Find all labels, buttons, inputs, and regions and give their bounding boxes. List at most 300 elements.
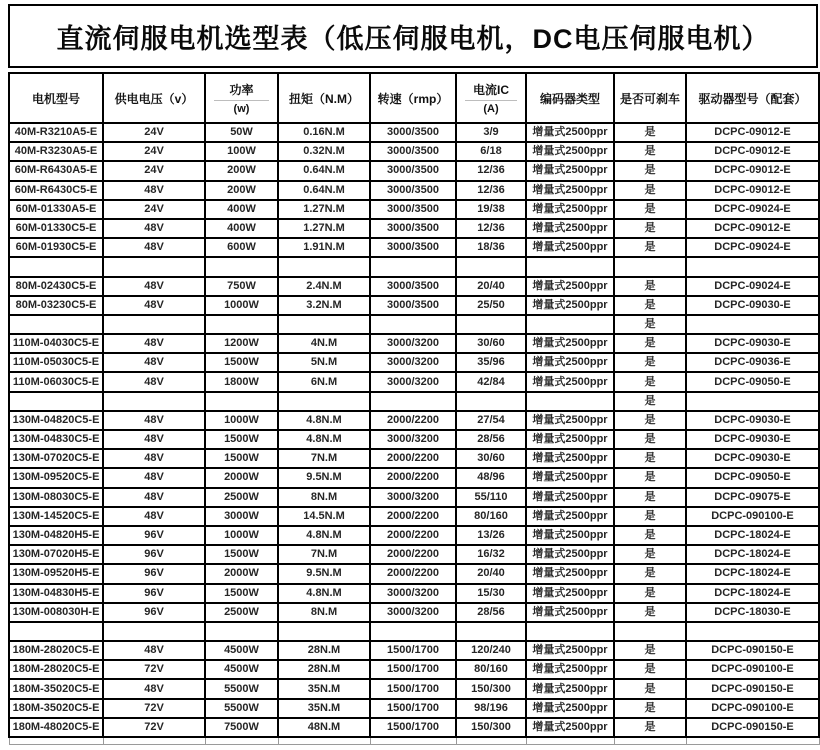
table-row	[9, 200, 819, 219]
cell-power: 2500W	[205, 603, 278, 622]
cell-voltage: 48V	[103, 430, 205, 449]
column-header-torque	[278, 73, 370, 123]
table-row	[9, 142, 819, 161]
table-row	[9, 718, 819, 737]
cell-encoder: 增量式2500ppr	[526, 699, 614, 718]
cell-driver: DCPC-09012-E	[686, 142, 819, 161]
header-row	[9, 73, 819, 123]
cell-encoder: 增量式2500ppr	[526, 449, 614, 468]
cell-current: 13/26	[456, 526, 526, 545]
column-header-current	[456, 73, 526, 123]
cell-current: 25/50	[456, 296, 526, 315]
cell-voltage	[103, 737, 205, 745]
cell-speed: 2000/2200	[370, 449, 456, 468]
cell-model: 110M-06030C5-E	[9, 372, 103, 391]
cell-torque: 35N.M	[278, 699, 370, 718]
cell-driver: DCPC-090100-E	[686, 699, 819, 718]
cell-encoder	[526, 315, 614, 334]
header-sublabel: (w)	[214, 100, 269, 115]
page-title: 直流伺服电机选型表（低压伺服电机，DC电压伺服电机）	[56, 23, 770, 54]
cell-encoder: 增量式2500ppr	[526, 545, 614, 564]
cell-brake: 是	[614, 488, 686, 507]
cell-brake	[614, 737, 686, 745]
cell-driver: DCPC-09030-E	[686, 296, 819, 315]
cell-power: 1500W	[205, 430, 278, 449]
cell-model	[9, 392, 103, 411]
cell-encoder: 增量式2500ppr	[526, 238, 614, 257]
cell-speed: 3000/3500	[370, 161, 456, 180]
cell-encoder: 增量式2500ppr	[526, 200, 614, 219]
cell-encoder: 增量式2500ppr	[526, 123, 614, 142]
cell-power: 1500W	[205, 584, 278, 603]
cell-voltage: 48V	[103, 296, 205, 315]
cell-current	[456, 315, 526, 334]
cell-voltage: 24V	[103, 123, 205, 142]
table-row	[9, 526, 819, 545]
cell-brake: 是	[614, 123, 686, 142]
cell-power: 3000W	[205, 507, 278, 526]
cell-encoder: 增量式2500ppr	[526, 161, 614, 180]
cell-driver: DCPC-09012-E	[686, 123, 819, 142]
cell-torque: 2.4N.M	[278, 277, 370, 296]
cell-model: 40M-R3230A5-E	[9, 142, 103, 161]
cell-current: 35/96	[456, 353, 526, 372]
cell-current: 98/196	[456, 699, 526, 718]
cell-encoder: 增量式2500ppr	[526, 142, 614, 161]
cell-brake: 是	[614, 219, 686, 238]
table-row	[9, 392, 819, 411]
cell-speed: 3000/3200	[370, 353, 456, 372]
cell-driver	[686, 737, 819, 745]
cell-encoder: 增量式2500ppr	[526, 641, 614, 660]
cell-torque: 35N.M	[278, 679, 370, 698]
cell-voltage: 72V	[103, 699, 205, 718]
cell-model: 180M-28020C5-E	[9, 641, 103, 660]
table-row	[9, 277, 819, 296]
cell-speed: 1500/1700	[370, 699, 456, 718]
cell-brake: 是	[614, 315, 686, 334]
cell-power: 400W	[205, 200, 278, 219]
cell-model: 180M-48020C5-E	[9, 718, 103, 737]
cell-driver: DCPC-090150-E	[686, 679, 819, 698]
cell-current: 28/56	[456, 430, 526, 449]
cell-current: 27/54	[456, 411, 526, 430]
cell-model: 130M-09520H5-E	[9, 564, 103, 583]
motor-selection-table	[8, 72, 820, 745]
cell-speed	[370, 392, 456, 411]
cell-current: 28/56	[456, 603, 526, 622]
table-row	[9, 123, 819, 142]
cell-speed: 2000/2200	[370, 545, 456, 564]
cell-speed: 1500/1700	[370, 679, 456, 698]
cell-torque: 0.64N.M	[278, 181, 370, 200]
cell-speed	[370, 315, 456, 334]
cell-speed: 2000/2200	[370, 564, 456, 583]
cell-driver: DCPC-18030-E	[686, 603, 819, 622]
cell-current: 42/84	[456, 372, 526, 391]
cell-voltage: 48V	[103, 488, 205, 507]
cell-brake: 是	[614, 468, 686, 487]
cell-voltage: 48V	[103, 641, 205, 660]
cell-torque: 8N.M	[278, 488, 370, 507]
cell-brake	[614, 257, 686, 276]
cell-model: 60M-01930C5-E	[9, 238, 103, 257]
cell-brake: 是	[614, 679, 686, 698]
cell-current	[456, 622, 526, 641]
cell-encoder	[526, 737, 614, 745]
cell-voltage: 48V	[103, 238, 205, 257]
cell-power	[205, 392, 278, 411]
table-row	[9, 603, 819, 622]
cell-encoder: 增量式2500ppr	[526, 334, 614, 353]
cell-encoder: 增量式2500ppr	[526, 411, 614, 430]
cell-power	[205, 315, 278, 334]
cell-speed: 3000/3500	[370, 277, 456, 296]
cell-driver: DCPC-09012-E	[686, 161, 819, 180]
cell-speed: 3000/3200	[370, 334, 456, 353]
cell-encoder: 增量式2500ppr	[526, 488, 614, 507]
header-label: 供电电压（v）	[114, 91, 194, 106]
cell-torque: 48N.M	[278, 718, 370, 737]
cell-torque: 4.8N.M	[278, 411, 370, 430]
cell-driver	[686, 392, 819, 411]
cell-speed: 3000/3200	[370, 430, 456, 449]
cell-encoder: 增量式2500ppr	[526, 679, 614, 698]
cell-power: 1000W	[205, 411, 278, 430]
cell-power: 1000W	[205, 526, 278, 545]
cell-driver: DCPC-09036-E	[686, 353, 819, 372]
cell-torque: 7N.M	[278, 449, 370, 468]
cell-torque	[278, 315, 370, 334]
cell-power	[205, 622, 278, 641]
cell-encoder: 增量式2500ppr	[526, 296, 614, 315]
cell-speed: 2000/2200	[370, 468, 456, 487]
cell-driver: DCPC-09030-E	[686, 334, 819, 353]
column-header-power	[205, 73, 278, 123]
cell-power: 5500W	[205, 699, 278, 718]
cell-driver: DCPC-09024-E	[686, 238, 819, 257]
cell-speed: 2000/2200	[370, 507, 456, 526]
cell-speed	[370, 737, 456, 745]
cell-model: 130M-04820C5-E	[9, 411, 103, 430]
cell-voltage: 48V	[103, 468, 205, 487]
cell-torque: 0.64N.M	[278, 161, 370, 180]
cell-brake: 是	[614, 603, 686, 622]
cell-torque: 6N.M	[278, 372, 370, 391]
cell-brake: 是	[614, 238, 686, 257]
cell-power: 200W	[205, 161, 278, 180]
cell-speed: 1500/1700	[370, 660, 456, 679]
cell-speed: 2000/2200	[370, 411, 456, 430]
cell-driver: DCPC-09075-E	[686, 488, 819, 507]
cell-power: 400W	[205, 219, 278, 238]
cell-driver: DCPC-09050-E	[686, 372, 819, 391]
table-row	[9, 641, 819, 660]
header-label: 转速（rmp）	[377, 91, 449, 106]
cell-speed: 3000/3500	[370, 142, 456, 161]
cell-encoder: 增量式2500ppr	[526, 564, 614, 583]
cell-brake: 是	[614, 545, 686, 564]
table-row	[9, 353, 819, 372]
cell-voltage: 96V	[103, 545, 205, 564]
cell-voltage	[103, 315, 205, 334]
cell-encoder: 增量式2500ppr	[526, 277, 614, 296]
cell-voltage	[103, 392, 205, 411]
cell-current: 20/40	[456, 564, 526, 583]
cell-power: 1500W	[205, 353, 278, 372]
cell-current	[456, 257, 526, 276]
cell-speed: 3000/3500	[370, 219, 456, 238]
cell-speed	[370, 257, 456, 276]
title-box	[8, 4, 818, 68]
cell-brake: 是	[614, 181, 686, 200]
column-header-model	[9, 73, 103, 123]
cell-speed: 3000/3200	[370, 488, 456, 507]
cell-model: 40M-R3210A5-E	[9, 123, 103, 142]
cell-brake: 是	[614, 641, 686, 660]
table-row	[9, 181, 819, 200]
cell-driver: DCPC-09030-E	[686, 449, 819, 468]
table-row	[9, 545, 819, 564]
cell-speed: 1500/1700	[370, 641, 456, 660]
cell-current: 18/36	[456, 238, 526, 257]
table-row	[9, 507, 819, 526]
cell-driver: DCPC-09030-E	[686, 411, 819, 430]
cell-brake: 是	[614, 718, 686, 737]
cell-voltage: 48V	[103, 277, 205, 296]
cell-model: 180M-28020C5-E	[9, 660, 103, 679]
cell-model: 60M-01330A5-E	[9, 200, 103, 219]
cell-power: 1500W	[205, 545, 278, 564]
cell-driver: DCPC-18024-E	[686, 526, 819, 545]
cell-speed: 3000/3200	[370, 603, 456, 622]
cell-model: 130M-09520C5-E	[9, 468, 103, 487]
cell-current: 12/36	[456, 161, 526, 180]
column-header-speed	[370, 73, 456, 123]
cell-model	[9, 737, 103, 745]
header-label: 是否可刹车	[619, 91, 680, 106]
cell-voltage	[103, 257, 205, 276]
cell-torque: 0.32N.M	[278, 142, 370, 161]
cell-model: 130M-14520C5-E	[9, 507, 103, 526]
cell-voltage: 72V	[103, 718, 205, 737]
cell-current: 55/110	[456, 488, 526, 507]
cell-voltage: 96V	[103, 603, 205, 622]
cell-driver: DCPC-090100-E	[686, 507, 819, 526]
cell-driver: DCPC-09024-E	[686, 277, 819, 296]
cell-speed: 3000/3500	[370, 123, 456, 142]
cell-torque: 9.5N.M	[278, 468, 370, 487]
cell-brake: 是	[614, 161, 686, 180]
cell-brake: 是	[614, 392, 686, 411]
cell-model	[9, 315, 103, 334]
cell-torque: 4.8N.M	[278, 584, 370, 603]
cell-encoder: 增量式2500ppr	[526, 526, 614, 545]
cell-brake: 是	[614, 564, 686, 583]
cell-speed: 3000/3200	[370, 584, 456, 603]
table-row	[9, 161, 819, 180]
column-header-driver	[686, 73, 819, 123]
cell-voltage: 48V	[103, 372, 205, 391]
column-header-brake	[614, 73, 686, 123]
table-row	[9, 584, 819, 603]
header-label: 功率	[229, 83, 254, 97]
cell-power: 750W	[205, 277, 278, 296]
column-header-voltage	[103, 73, 205, 123]
cell-voltage	[103, 622, 205, 641]
table-row	[9, 449, 819, 468]
cell-model: 60M-R6430A5-E	[9, 161, 103, 180]
table-row	[9, 296, 819, 315]
cell-speed: 3000/3500	[370, 296, 456, 315]
cell-model: 130M-04830H5-E	[9, 584, 103, 603]
cell-model: 130M-04820H5-E	[9, 526, 103, 545]
cell-current: 16/32	[456, 545, 526, 564]
cell-torque: 9.5N.M	[278, 564, 370, 583]
table-row	[9, 411, 819, 430]
table-row	[9, 334, 819, 353]
cell-brake: 是	[614, 296, 686, 315]
table-row	[9, 564, 819, 583]
cell-driver: DCPC-09030-E	[686, 430, 819, 449]
cell-power: 4500W	[205, 641, 278, 660]
cell-power: 2000W	[205, 468, 278, 487]
cell-brake: 是	[614, 660, 686, 679]
cell-current: 20/40	[456, 277, 526, 296]
cell-torque: 5N.M	[278, 353, 370, 372]
cell-driver: DCPC-090150-E	[686, 641, 819, 660]
cell-model: 130M-04830C5-E	[9, 430, 103, 449]
cell-current	[456, 392, 526, 411]
cell-model: 60M-R6430C5-E	[9, 181, 103, 200]
cell-speed: 3000/3500	[370, 181, 456, 200]
cell-power	[205, 257, 278, 276]
cell-speed: 3000/3200	[370, 372, 456, 391]
cell-torque: 1.27N.M	[278, 219, 370, 238]
cell-encoder: 增量式2500ppr	[526, 430, 614, 449]
table-row	[9, 238, 819, 257]
cell-voltage: 48V	[103, 411, 205, 430]
cell-power: 1200W	[205, 334, 278, 353]
table-row	[9, 660, 819, 679]
cell-power: 200W	[205, 181, 278, 200]
cell-encoder: 增量式2500ppr	[526, 219, 614, 238]
cell-voltage: 96V	[103, 564, 205, 583]
table-row	[9, 679, 819, 698]
cell-power: 1000W	[205, 296, 278, 315]
cell-voltage: 24V	[103, 161, 205, 180]
header-label: 电机型号	[31, 91, 80, 106]
cell-brake: 是	[614, 699, 686, 718]
cell-current: 12/36	[456, 181, 526, 200]
cell-torque: 4.8N.M	[278, 430, 370, 449]
cell-model	[9, 622, 103, 641]
cell-power: 50W	[205, 123, 278, 142]
cell-voltage: 24V	[103, 142, 205, 161]
table-body	[9, 123, 819, 745]
cell-driver: DCPC-18024-E	[686, 564, 819, 583]
cell-speed: 1500/1700	[370, 718, 456, 737]
cell-voltage: 48V	[103, 219, 205, 238]
table-row	[9, 219, 819, 238]
cell-current: 3/9	[456, 123, 526, 142]
cell-torque: 8N.M	[278, 603, 370, 622]
cell-speed	[370, 622, 456, 641]
cell-brake: 是	[614, 507, 686, 526]
cell-brake: 是	[614, 449, 686, 468]
table-row	[9, 372, 819, 391]
cell-driver: DCPC-09012-E	[686, 181, 819, 200]
cell-brake: 是	[614, 277, 686, 296]
header-label: 编码器类型	[539, 91, 600, 106]
cell-voltage: 48V	[103, 181, 205, 200]
cell-model: 80M-02430C5-E	[9, 277, 103, 296]
cell-torque: 3.2N.M	[278, 296, 370, 315]
cell-voltage: 24V	[103, 200, 205, 219]
cell-current: 19/38	[456, 200, 526, 219]
header-label: 驱动器型号（配套）	[698, 91, 807, 106]
cell-current: 15/30	[456, 584, 526, 603]
cell-encoder: 增量式2500ppr	[526, 468, 614, 487]
cell-current: 150/300	[456, 679, 526, 698]
cell-power: 1500W	[205, 449, 278, 468]
cell-driver: DCPC-18024-E	[686, 584, 819, 603]
cell-power: 2000W	[205, 564, 278, 583]
cell-driver	[686, 257, 819, 276]
cell-model: 130M-08030C5-E	[9, 488, 103, 507]
cell-torque: 4.8N.M	[278, 526, 370, 545]
cell-brake: 是	[614, 411, 686, 430]
cell-driver: DCPC-090100-E	[686, 660, 819, 679]
cell-voltage: 72V	[103, 660, 205, 679]
cell-torque: 4N.M	[278, 334, 370, 353]
header-sublabel: (A)	[465, 100, 517, 115]
cell-driver: DCPC-09012-E	[686, 219, 819, 238]
cell-power: 100W	[205, 142, 278, 161]
cell-encoder: 增量式2500ppr	[526, 181, 614, 200]
cell-voltage: 48V	[103, 353, 205, 372]
cell-current: 150/300	[456, 718, 526, 737]
cell-power: 7500W	[205, 718, 278, 737]
cell-brake: 是	[614, 372, 686, 391]
cell-torque: 28N.M	[278, 660, 370, 679]
cell-model: 80M-03230C5-E	[9, 296, 103, 315]
cell-brake: 是	[614, 200, 686, 219]
table-row	[9, 622, 819, 641]
cell-speed: 3000/3500	[370, 238, 456, 257]
cell-current: 30/60	[456, 449, 526, 468]
cell-torque: 1.91N.M	[278, 238, 370, 257]
cell-power: 1800W	[205, 372, 278, 391]
table-row	[9, 257, 819, 276]
cell-encoder: 增量式2500ppr	[526, 660, 614, 679]
cell-brake: 是	[614, 430, 686, 449]
cell-power: 600W	[205, 238, 278, 257]
cell-model: 130M-07020H5-E	[9, 545, 103, 564]
table-row	[9, 468, 819, 487]
cell-encoder	[526, 257, 614, 276]
cell-brake: 是	[614, 526, 686, 545]
cell-current	[456, 737, 526, 745]
cell-current: 48/96	[456, 468, 526, 487]
cell-voltage: 48V	[103, 334, 205, 353]
partial-bottom-row	[9, 737, 819, 745]
cell-current: 30/60	[456, 334, 526, 353]
cell-brake: 是	[614, 142, 686, 161]
cell-torque: 1.27N.M	[278, 200, 370, 219]
cell-voltage: 96V	[103, 526, 205, 545]
cell-current: 120/240	[456, 641, 526, 660]
